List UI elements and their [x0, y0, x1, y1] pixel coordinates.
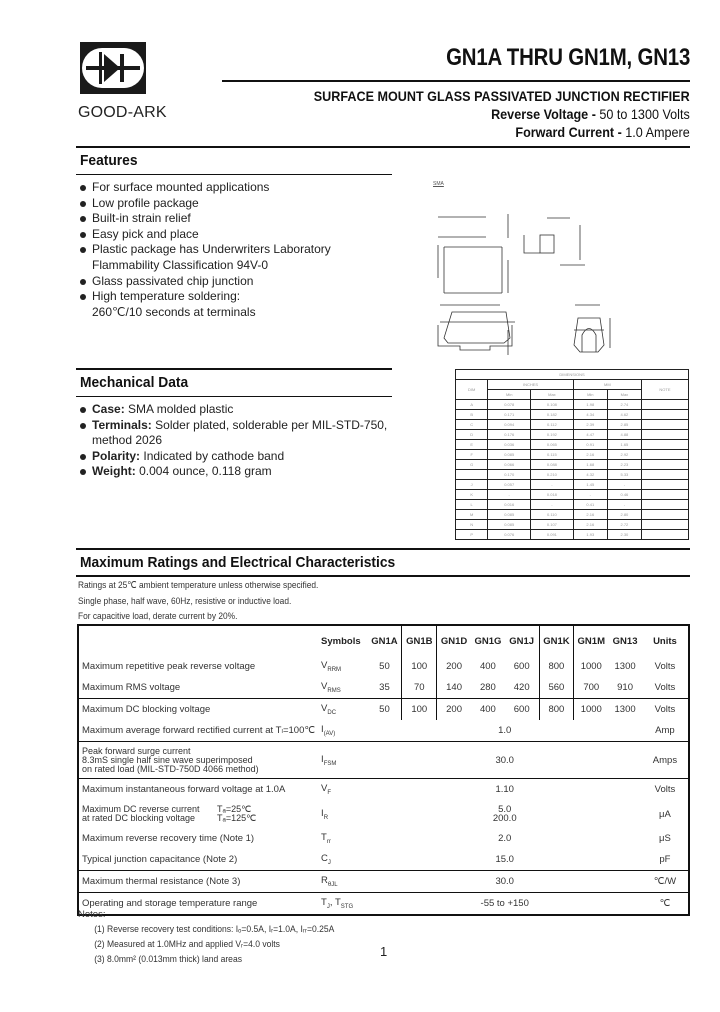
dimensions-table: DIMENSIONS DIM INCHES MM NOTE Min Max Min Max A 0.078 0.108 1.98 2.74 B 0.171 0.182 4.34 4.62 C 0.094 0.112 2.39 2.85 D 0.176 0.192 4.47 4.88 E 0.036 0.065 0.91 1.65 F 0.085 0.115 2.16 2.92 G 0.066 0.088 1.68 2.23 0.170 0.210 4.32 5.33 J 0.057 - 1.45 - K - 0.018 - 0.46 L 0.016 - 0.41 - M 0.085 0.110 2.16 2.80 N 0.085 0.107 2.16 2.72 P 0.076 0.091 1.93 2.30	[455, 369, 689, 540]
dim-row: L 0.016 - 0.41 -	[456, 500, 689, 510]
dim-row: 0.170 0.210 4.32 5.33	[456, 470, 689, 480]
dim-row: J 0.057 - 1.45 -	[456, 480, 689, 490]
dim-row: B 0.171 0.182 4.34 4.62	[456, 410, 689, 420]
feature-item: Built-in strain relief	[78, 211, 331, 227]
dim-row: K - 0.018 - 0.46	[456, 490, 689, 500]
note-item: (3) 8.0mm² (0.013mm thick) land areas	[94, 954, 242, 965]
feature-item: Low profile package	[78, 196, 331, 212]
dim-row: N 0.085 0.107 2.16 2.72	[456, 520, 689, 530]
ratings-condition: For capacitive load, derate current by 20%.	[78, 611, 238, 622]
note-item: (1) Reverse recovery test conditions: Iₒ=0.5A, Iᵣ=1.0A, Iᵣᵣ=0.25A	[94, 924, 335, 935]
page-title: GN1A THRU GN1M, GN13	[445, 44, 690, 71]
ratings-row-vf: Maximum instantaneous forward voltage at 1.0A $V_F$ 1.10 Volts	[78, 779, 689, 801]
ratings-heading: Maximum Ratings and Electrical Characteristics	[80, 554, 396, 571]
col-symbols: Symbols	[321, 635, 361, 647]
ratings-row-temp: Operating and storage temperature range $T_J$, $T_{STG}$ -55 to +150 ℃	[78, 893, 689, 916]
forward-current-value: 1.0 Ampere	[625, 124, 690, 140]
mechanical-item: Weight: 0.004 ounce, 0.118 gram	[78, 464, 387, 480]
feature-item: Glass passivated chip junction	[78, 274, 331, 290]
notes-heading: Notes:	[78, 909, 106, 920]
ratings-top-rule	[76, 548, 690, 550]
good-ark-logo	[80, 42, 146, 94]
dim-row: C 0.094 0.112 2.39 2.85	[456, 420, 689, 430]
ratings-row-trr: Maximum reverse recovery time (Note 1) $T_{rr}$ 2.0 μS	[82, 832, 671, 845]
forward-current-spec	[516, 124, 690, 140]
mechanical-top-rule	[76, 368, 392, 370]
dim-row: E 0.036 0.065 0.91 1.65	[456, 440, 689, 450]
dim-row: A 0.078 0.108 1.98 2.74	[456, 400, 689, 410]
ratings-row-vrms: Maximum RMS voltage $V_{RMS}$ 35 70 140 280 420 560 700 910 Volts	[78, 677, 689, 699]
brand-name: GOOD-ARK	[78, 104, 167, 121]
ratings-rule	[76, 575, 690, 577]
features-top-rule	[76, 146, 690, 148]
feature-item: Plastic package has Underwriters Laboratory Flammability Classification 94V-0	[78, 242, 331, 273]
col-gn1b: GN1B	[402, 625, 437, 656]
ratings-condition: Ratings at 25℃ ambient temperature unless otherwise specified.	[78, 580, 319, 591]
mechanical-heading: Mechanical Data	[80, 374, 189, 391]
feature-item: Easy pick and place	[78, 227, 331, 243]
reverse-voltage-label: Reverse Voltage -	[491, 106, 597, 122]
col-units: Units	[653, 635, 677, 647]
col-gn1k: GN1K	[539, 625, 574, 656]
mechanical-list	[78, 402, 387, 480]
col-gn1a: GN1A	[371, 635, 398, 647]
ratings-row-rth: Maximum thermal resistance (Note 3) $R_{\theta JL}$ 30.0 ℃/W	[78, 871, 689, 893]
col-gn1g: GN1G	[474, 635, 502, 647]
diode-logo-icon	[80, 42, 146, 94]
feature-item: For surface mounted applications	[78, 180, 331, 196]
col-gn1d: GN1D	[437, 625, 471, 656]
features-heading: Features	[80, 152, 138, 169]
package-label: SMA	[433, 181, 444, 187]
reverse-voltage-spec	[491, 106, 690, 122]
dim-row: G 0.066 0.088 1.68 2.23	[456, 460, 689, 470]
ratings-row-ir: Maximum DC reverse current at rated DC blocking voltage Tₐ=25℃ Tₐ=125℃ $I_R$ 5.0 200.0 μA	[82, 804, 671, 824]
ratings-row-vrrm: Maximum repetitive peak reverse voltage $V_{RRM}$ 50 100 200 400 600 800 1000 1300 Volts	[78, 656, 689, 677]
col-gn13: GN13	[612, 635, 638, 647]
mechanical-item: Polarity: Indicated by cathode band	[78, 449, 387, 465]
page-number: 1	[380, 944, 388, 959]
ratings-row-cj: Typical junction capacitance (Note 2) $C_J$ 15.0 pF	[82, 853, 671, 866]
features-list	[78, 180, 331, 320]
dim-row: P 0.076 0.091 1.93 2.30	[456, 530, 689, 540]
mechanical-rule	[76, 396, 392, 397]
col-gn1m: GN1M	[574, 625, 608, 656]
reverse-voltage-value: 50 to 1300 Volts	[599, 106, 690, 122]
ratings-row-iav: Maximum average forward rectified current at Tₗ=100℃ $I_{(AV)}$ 1.0 Amp	[82, 724, 675, 737]
features-rule	[76, 174, 392, 175]
col-gn1j: GN1J	[509, 635, 535, 647]
ratings-table	[77, 624, 690, 916]
ratings-condition: Single phase, half wave, 60Hz, resistive or inductive load.	[78, 596, 292, 607]
title-divider	[222, 80, 690, 82]
ratings-row-ifsm: Peak forward surge current 8.3mS single half sine wave superimposed on rated load (MIL-STD-750D 4066 method) $I_{FSM}$ 30.0 Amps	[78, 742, 689, 779]
dim-row: M 0.085 0.110 2.16 2.80	[456, 510, 689, 520]
forward-current-label: Forward Current -	[515, 124, 623, 140]
ratings-header-row	[78, 625, 689, 656]
ratings-row-vdc: Maximum DC blocking voltage $V_{DC}$ 50 100 200 400 600 800 1000 1300 Volts	[78, 699, 689, 721]
product-subtitle: SURFACE MOUNT GLASS PASSIVATED JUNCTION RECTIFIER	[314, 88, 690, 104]
note-item: (2) Measured at 1.0MHz and applied Vᵣ=4.0 volts	[94, 939, 280, 950]
package-outline-drawing	[430, 190, 640, 360]
dim-row: D 0.176 0.192 4.47 4.88	[456, 430, 689, 440]
notes-section	[78, 907, 363, 967]
feature-item: High temperature soldering: 260℃/10 seconds at terminals	[78, 289, 331, 320]
dim-row: F 0.085 0.115 2.16 2.92	[456, 450, 689, 460]
mechanical-item: Terminals: Solder plated, solderable per MIL-STD-750, method 2026	[78, 418, 387, 449]
mechanical-item: Case: SMA molded plastic	[78, 402, 387, 418]
